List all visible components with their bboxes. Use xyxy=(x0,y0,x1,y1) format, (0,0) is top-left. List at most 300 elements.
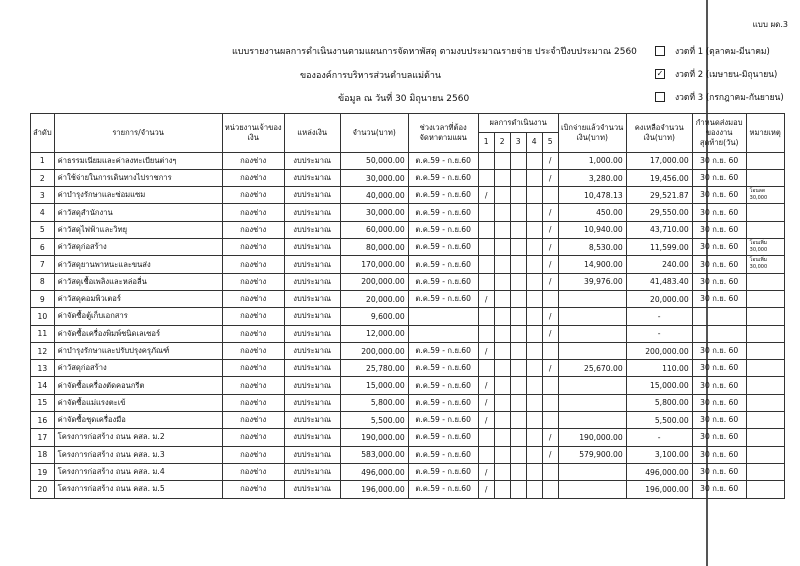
row-note xyxy=(746,204,784,221)
row-amount: 40,000.00 xyxy=(340,187,408,204)
row-paid xyxy=(558,308,626,325)
row-item: ค่าใช้จ่ายในการเดินทางไปราชการ xyxy=(54,169,222,186)
row-note: โอนเพิ่ม 30,000 xyxy=(746,239,784,256)
row-item: ค่าวัสดุยานพาหนะและขนส่ง xyxy=(54,256,222,273)
row-progress-2 xyxy=(494,342,510,359)
row-period: ต.ค.59 - ก.ย.60 xyxy=(408,412,478,429)
row-progress-3 xyxy=(510,152,526,169)
row-progress-3 xyxy=(510,187,526,204)
row-progress-4 xyxy=(526,463,542,480)
col-source: แหล่งเงิน xyxy=(284,114,340,153)
row-progress-3 xyxy=(510,446,526,463)
col-balance: คงเหลือจำนวนเงิน(บาท) xyxy=(626,114,692,153)
row-progress-5: / xyxy=(542,273,558,290)
row-paid xyxy=(558,481,626,498)
row-unit: กองช่าง xyxy=(222,256,284,273)
row-progress-3 xyxy=(510,412,526,429)
row-progress-2 xyxy=(494,481,510,498)
row-progress-1 xyxy=(478,308,494,325)
row-note xyxy=(746,290,784,307)
row-unit: กองช่าง xyxy=(222,360,284,377)
row-source: งบประมาณ xyxy=(284,360,340,377)
row-deadline: 30 ก.ย. 60 xyxy=(692,446,746,463)
row-item: ค่าวัสดุคอมพิวเตอร์ xyxy=(54,290,222,307)
row-unit: กองช่าง xyxy=(222,394,284,411)
row-paid: 190,000.00 xyxy=(558,429,626,446)
row-deadline: 30 ก.ย. 60 xyxy=(692,152,746,169)
row-progress-3 xyxy=(510,481,526,498)
row-period: ต.ค.59 - ก.ย.60 xyxy=(408,256,478,273)
row-progress-3 xyxy=(510,342,526,359)
row-progress-2 xyxy=(494,394,510,411)
row-progress-1 xyxy=(478,273,494,290)
period-3-checkbox[interactable] xyxy=(655,92,665,102)
row-balance: 5,800.00 xyxy=(626,394,692,411)
row-deadline: 30 ก.ย. 60 xyxy=(692,290,746,307)
row-progress-5: / xyxy=(542,256,558,273)
row-progress-4 xyxy=(526,256,542,273)
row-period: ต.ค.59 - ก.ย.60 xyxy=(408,239,478,256)
row-balance: 29,550.00 xyxy=(626,204,692,221)
row-no: 14 xyxy=(31,377,55,394)
row-progress-4 xyxy=(526,169,542,186)
row-progress-4 xyxy=(526,152,542,169)
row-progress-3 xyxy=(510,429,526,446)
row-progress-1: / xyxy=(478,463,494,480)
row-progress-1 xyxy=(478,446,494,463)
period-option-1[interactable] xyxy=(655,44,770,58)
row-deadline: 30 ก.ย. 60 xyxy=(692,377,746,394)
row-no: 3 xyxy=(31,187,55,204)
row-item: ค่าจัดซื้อตู้เก็บเอกสาร xyxy=(54,308,222,325)
row-source: งบประมาณ xyxy=(284,273,340,290)
row-source: งบประมาณ xyxy=(284,325,340,342)
row-amount: 50,000.00 xyxy=(340,152,408,169)
row-source: งบประมาณ xyxy=(284,429,340,446)
row-paid xyxy=(558,325,626,342)
row-unit: กองช่าง xyxy=(222,412,284,429)
row-period: ต.ค.59 - ก.ย.60 xyxy=(408,204,478,221)
row-progress-4 xyxy=(526,221,542,238)
row-item: โครงการก่อสร้าง ถนน คสล. ม.3 xyxy=(54,446,222,463)
row-progress-4 xyxy=(526,308,542,325)
row-unit: กองช่าง xyxy=(222,239,284,256)
row-unit: กองช่าง xyxy=(222,325,284,342)
row-progress-4 xyxy=(526,342,542,359)
row-note xyxy=(746,463,784,480)
progress-step-3: 3 xyxy=(510,133,526,152)
row-period: ต.ค.59 - ก.ย.60 xyxy=(408,221,478,238)
table-row xyxy=(31,169,785,186)
period-2-checkbox[interactable]: ✓ xyxy=(656,69,664,78)
table-row xyxy=(31,256,785,273)
row-paid: 450.00 xyxy=(558,204,626,221)
row-period: ต.ค.59 - ก.ย.60 xyxy=(408,360,478,377)
row-deadline: 30 ก.ย. 60 xyxy=(692,169,746,186)
progress-step-4: 4 xyxy=(526,133,542,152)
col-no: ลำดับ xyxy=(31,114,55,153)
row-paid: 25,670.00 xyxy=(558,360,626,377)
row-period: ต.ค.59 - ก.ย.60 xyxy=(408,463,478,480)
row-progress-3 xyxy=(510,463,526,480)
row-progress-5 xyxy=(542,187,558,204)
row-period: ต.ค.59 - ก.ย.60 xyxy=(408,429,478,446)
row-balance: 496,000.00 xyxy=(626,463,692,480)
row-paid xyxy=(558,463,626,480)
row-deadline: 30 ก.ย. 60 xyxy=(692,360,746,377)
row-source: งบประมาณ xyxy=(284,342,340,359)
row-period: ต.ค.59 - ก.ย.60 xyxy=(408,481,478,498)
row-amount: 496,000.00 xyxy=(340,463,408,480)
row-deadline: 30 ก.ย. 60 xyxy=(692,481,746,498)
row-progress-4 xyxy=(526,239,542,256)
row-balance: 11,599.00 xyxy=(626,239,692,256)
period-2-label: งวดที่ 2 (เมษายน-มิถุนายน) xyxy=(675,70,778,80)
row-item: ค่าวัสดุก่อสร้าง xyxy=(54,360,222,377)
row-progress-5 xyxy=(542,412,558,429)
table-row xyxy=(31,204,785,221)
row-progress-1 xyxy=(478,221,494,238)
row-progress-2 xyxy=(494,429,510,446)
row-note xyxy=(746,377,784,394)
row-source: งบประมาณ xyxy=(284,308,340,325)
row-paid: 579,900.00 xyxy=(558,446,626,463)
row-paid: 3,280.00 xyxy=(558,169,626,186)
row-item: ค่าธรรมเนียมและค่าลงทะเบียนต่างๆ xyxy=(54,152,222,169)
row-progress-1 xyxy=(478,239,494,256)
row-no: 5 xyxy=(31,221,55,238)
row-unit: กองช่าง xyxy=(222,169,284,186)
period-1-checkbox[interactable] xyxy=(655,46,665,56)
row-progress-2 xyxy=(494,256,510,273)
row-progress-4 xyxy=(526,481,542,498)
row-period: ต.ค.59 - ก.ย.60 xyxy=(408,152,478,169)
row-paid xyxy=(558,394,626,411)
row-unit: กองช่าง xyxy=(222,463,284,480)
table-row xyxy=(31,273,785,290)
row-paid: 1,000.00 xyxy=(558,152,626,169)
row-progress-5 xyxy=(542,394,558,411)
row-progress-2 xyxy=(494,360,510,377)
row-note xyxy=(746,325,784,342)
row-progress-3 xyxy=(510,290,526,307)
row-progress-1: / xyxy=(478,394,494,411)
row-progress-2 xyxy=(494,221,510,238)
row-deadline xyxy=(692,308,746,325)
row-source: งบประมาณ xyxy=(284,377,340,394)
row-no: 12 xyxy=(31,342,55,359)
table-row xyxy=(31,325,785,342)
row-period xyxy=(408,325,478,342)
row-period: ต.ค.59 - ก.ย.60 xyxy=(408,342,478,359)
table-header-row xyxy=(31,114,785,133)
row-amount: 30,000.00 xyxy=(340,169,408,186)
row-item: โครงการก่อสร้าง ถนน คสล. ม.5 xyxy=(54,481,222,498)
row-amount: 200,000.00 xyxy=(340,273,408,290)
row-no: 17 xyxy=(31,429,55,446)
row-progress-3 xyxy=(510,204,526,221)
row-progress-3 xyxy=(510,360,526,377)
row-progress-4 xyxy=(526,187,542,204)
period-option-3[interactable] xyxy=(655,90,784,104)
row-unit: กองช่าง xyxy=(222,273,284,290)
row-progress-2 xyxy=(494,239,510,256)
row-amount: 30,000.00 xyxy=(340,204,408,221)
row-progress-3 xyxy=(510,308,526,325)
col-unit: หน่วยงานเจ้าของเงิน xyxy=(222,114,284,153)
row-progress-4 xyxy=(526,377,542,394)
row-progress-1: / xyxy=(478,481,494,498)
row-source: งบประมาณ xyxy=(284,412,340,429)
table-row xyxy=(31,221,785,238)
row-progress-1 xyxy=(478,360,494,377)
row-note xyxy=(746,342,784,359)
row-source: งบประมาณ xyxy=(284,481,340,498)
row-balance: 110.00 xyxy=(626,360,692,377)
row-unit: กองช่าง xyxy=(222,377,284,394)
row-deadline: 30 ก.ย. 60 xyxy=(692,256,746,273)
table-body xyxy=(31,152,785,498)
row-progress-4 xyxy=(526,204,542,221)
table-row xyxy=(31,360,785,377)
row-amount: 200,000.00 xyxy=(340,342,408,359)
row-amount: 80,000.00 xyxy=(340,239,408,256)
row-paid: 10,478.13 xyxy=(558,187,626,204)
row-balance: 20,000.00 xyxy=(626,290,692,307)
row-unit: กองช่าง xyxy=(222,204,284,221)
row-amount: 25,780.00 xyxy=(340,360,408,377)
row-progress-1 xyxy=(478,169,494,186)
row-amount: 60,000.00 xyxy=(340,221,408,238)
row-progress-1 xyxy=(478,429,494,446)
row-source: งบประมาณ xyxy=(284,187,340,204)
row-progress-1 xyxy=(478,256,494,273)
row-deadline: 30 ก.ย. 60 xyxy=(692,394,746,411)
row-balance: 5,500.00 xyxy=(626,412,692,429)
form-code: แบบ ผด.3 xyxy=(752,20,788,29)
row-item: ค่าบำรุงรักษาและซ่อมแซม xyxy=(54,187,222,204)
row-progress-4 xyxy=(526,273,542,290)
row-unit: กองช่าง xyxy=(222,187,284,204)
row-progress-2 xyxy=(494,308,510,325)
row-amount: 12,000.00 xyxy=(340,325,408,342)
col-deadline: กำหนดส่งมอบของงานสุดท้าย(วัน) xyxy=(692,114,746,153)
col-item: รายการ/จำนวน xyxy=(54,114,222,153)
col-period: ช่วงเวลาที่ต้องจัดหาตามแผน xyxy=(408,114,478,153)
row-paid xyxy=(558,342,626,359)
row-progress-4 xyxy=(526,394,542,411)
row-no: 20 xyxy=(31,481,55,498)
row-balance: 3,100.00 xyxy=(626,446,692,463)
row-paid: 39,976.00 xyxy=(558,273,626,290)
row-item: ค่าวัสดุสำนักงาน xyxy=(54,204,222,221)
row-progress-5: / xyxy=(542,308,558,325)
row-progress-5 xyxy=(542,463,558,480)
row-unit: กองช่าง xyxy=(222,308,284,325)
row-progress-5: / xyxy=(542,239,558,256)
row-note: โอนเพิ่ม 30,000 xyxy=(746,256,784,273)
row-progress-2 xyxy=(494,463,510,480)
row-amount: 583,000.00 xyxy=(340,446,408,463)
row-item: ค่าบำรุงรักษาและปรับปรุงครุภัณฑ์ xyxy=(54,342,222,359)
row-no: 10 xyxy=(31,308,55,325)
row-progress-5: / xyxy=(542,221,558,238)
table-row xyxy=(31,377,785,394)
row-amount: 190,000.00 xyxy=(340,429,408,446)
row-balance: - xyxy=(626,308,692,325)
row-progress-5: / xyxy=(542,325,558,342)
row-balance: 43,710.00 xyxy=(626,221,692,238)
period-1-label: งวดที่ 1 (ตุลาคม-มีนาคม) xyxy=(675,47,770,57)
organization-name: ขององค์การบริหารส่วนตำบลแม่ต้าน xyxy=(300,71,442,81)
row-deadline: 30 ก.ย. 60 xyxy=(692,221,746,238)
row-source: งบประมาณ xyxy=(284,256,340,273)
row-note xyxy=(746,412,784,429)
table-row xyxy=(31,394,785,411)
row-progress-1: / xyxy=(478,342,494,359)
row-no: 19 xyxy=(31,463,55,480)
row-balance: 29,521.87 xyxy=(626,187,692,204)
row-note xyxy=(746,481,784,498)
row-item: โครงการก่อสร้าง ถนน คสล. ม.2 xyxy=(54,429,222,446)
procurement-table xyxy=(30,113,785,499)
row-balance: 41,483.40 xyxy=(626,273,692,290)
row-note xyxy=(746,152,784,169)
row-source: งบประมาณ xyxy=(284,169,340,186)
table-row xyxy=(31,412,785,429)
table-row xyxy=(31,342,785,359)
col-paid: เบิกจ่ายแล้วจำนวนเงิน(บาท) xyxy=(558,114,626,153)
row-unit: กองช่าง xyxy=(222,429,284,446)
row-unit: กองช่าง xyxy=(222,446,284,463)
row-period xyxy=(408,308,478,325)
row-balance: - xyxy=(626,325,692,342)
row-deadline: 30 ก.ย. 60 xyxy=(692,273,746,290)
row-source: งบประมาณ xyxy=(284,463,340,480)
row-note: โอนลด 30,000 xyxy=(746,187,784,204)
data-date: ข้อมูล ณ วันที่ 30 มิถุนายน 2560 xyxy=(338,94,470,104)
row-balance: 240.00 xyxy=(626,256,692,273)
row-item: ค่าวัสดุก่อสร้าง xyxy=(54,239,222,256)
row-amount: 170,000.00 xyxy=(340,256,408,273)
col-note: หมายเหตุ xyxy=(746,114,784,153)
row-paid: 10,940.00 xyxy=(558,221,626,238)
row-source: งบประมาณ xyxy=(284,394,340,411)
row-amount: 9,600.00 xyxy=(340,308,408,325)
row-item: ค่าจัดซื้อชุดเครื่องมือ xyxy=(54,412,222,429)
row-period: ต.ค.59 - ก.ย.60 xyxy=(408,446,478,463)
row-note xyxy=(746,308,784,325)
row-balance: 15,000.00 xyxy=(626,377,692,394)
row-period: ต.ค.59 - ก.ย.60 xyxy=(408,394,478,411)
row-no: 8 xyxy=(31,273,55,290)
row-amount: 196,000.00 xyxy=(340,481,408,498)
row-amount: 5,800.00 xyxy=(340,394,408,411)
row-no: 18 xyxy=(31,446,55,463)
row-progress-5: / xyxy=(542,446,558,463)
row-balance: - xyxy=(626,429,692,446)
row-progress-1 xyxy=(478,204,494,221)
row-source: งบประมาณ xyxy=(284,221,340,238)
row-deadline: 30 ก.ย. 60 xyxy=(692,204,746,221)
period-3-label: งวดที่ 3 (กรกฎาคม-กันยายน) xyxy=(675,93,784,103)
row-progress-5 xyxy=(542,290,558,307)
row-progress-5 xyxy=(542,342,558,359)
table-row xyxy=(31,429,785,446)
table-row xyxy=(31,187,785,204)
progress-step-5: 5 xyxy=(542,133,558,152)
row-deadline: 30 ก.ย. 60 xyxy=(692,429,746,446)
table-row xyxy=(31,463,785,480)
row-progress-3 xyxy=(510,239,526,256)
row-progress-2 xyxy=(494,325,510,342)
row-progress-5: / xyxy=(542,169,558,186)
report-title: แบบรายงานผลการดำเนินงานตามแผนการจัดหาพัสดุ ตามงบประมาณรายจ่าย ประจำปีงบประมาณ 2560 xyxy=(232,47,637,57)
row-progress-4 xyxy=(526,290,542,307)
row-progress-4 xyxy=(526,360,542,377)
row-deadline xyxy=(692,325,746,342)
row-unit: กองช่าง xyxy=(222,481,284,498)
row-no: 16 xyxy=(31,412,55,429)
row-no: 15 xyxy=(31,394,55,411)
row-amount: 15,000.00 xyxy=(340,377,408,394)
row-period: ต.ค.59 - ก.ย.60 xyxy=(408,273,478,290)
row-progress-4 xyxy=(526,412,542,429)
row-period: ต.ค.59 - ก.ย.60 xyxy=(408,377,478,394)
row-note xyxy=(746,273,784,290)
row-no: 6 xyxy=(31,239,55,256)
table-row xyxy=(31,152,785,169)
row-source: งบประมาณ xyxy=(284,290,340,307)
row-amount: 20,000.00 xyxy=(340,290,408,307)
row-source: งบประมาณ xyxy=(284,446,340,463)
row-no: 13 xyxy=(31,360,55,377)
table-row xyxy=(31,239,785,256)
row-no: 11 xyxy=(31,325,55,342)
row-item: ค่าจัดซื้อเครื่องพิมพ์ชนิดเลเซอร์ xyxy=(54,325,222,342)
row-item: ค่าวัสดุเชื้อเพลิงและหล่อลื่น xyxy=(54,273,222,290)
row-progress-2 xyxy=(494,187,510,204)
row-progress-5: / xyxy=(542,152,558,169)
row-progress-3 xyxy=(510,394,526,411)
row-progress-1 xyxy=(478,325,494,342)
row-deadline: 30 ก.ย. 60 xyxy=(692,342,746,359)
row-source: งบประมาณ xyxy=(284,239,340,256)
row-period: ต.ค.59 - ก.ย.60 xyxy=(408,187,478,204)
row-unit: กองช่าง xyxy=(222,290,284,307)
row-deadline: 30 ก.ย. 60 xyxy=(692,187,746,204)
row-no: 1 xyxy=(31,152,55,169)
row-item: ค่าจัดซื้อเครื่องตัดคอนกรีต xyxy=(54,377,222,394)
progress-step-1: 1 xyxy=(478,133,494,152)
row-period: ต.ค.59 - ก.ย.60 xyxy=(408,290,478,307)
row-progress-2 xyxy=(494,290,510,307)
table-row xyxy=(31,446,785,463)
period-option-2[interactable] xyxy=(655,67,777,81)
row-no: 9 xyxy=(31,290,55,307)
row-progress-5 xyxy=(542,377,558,394)
row-item: โครงการก่อสร้าง ถนน คสล. ม.4 xyxy=(54,463,222,480)
row-note xyxy=(746,360,784,377)
row-no: 2 xyxy=(31,169,55,186)
row-progress-4 xyxy=(526,446,542,463)
row-progress-3 xyxy=(510,325,526,342)
row-balance: 200,000.00 xyxy=(626,342,692,359)
row-paid xyxy=(558,412,626,429)
row-note xyxy=(746,221,784,238)
row-paid xyxy=(558,290,626,307)
row-deadline: 30 ก.ย. 60 xyxy=(692,239,746,256)
